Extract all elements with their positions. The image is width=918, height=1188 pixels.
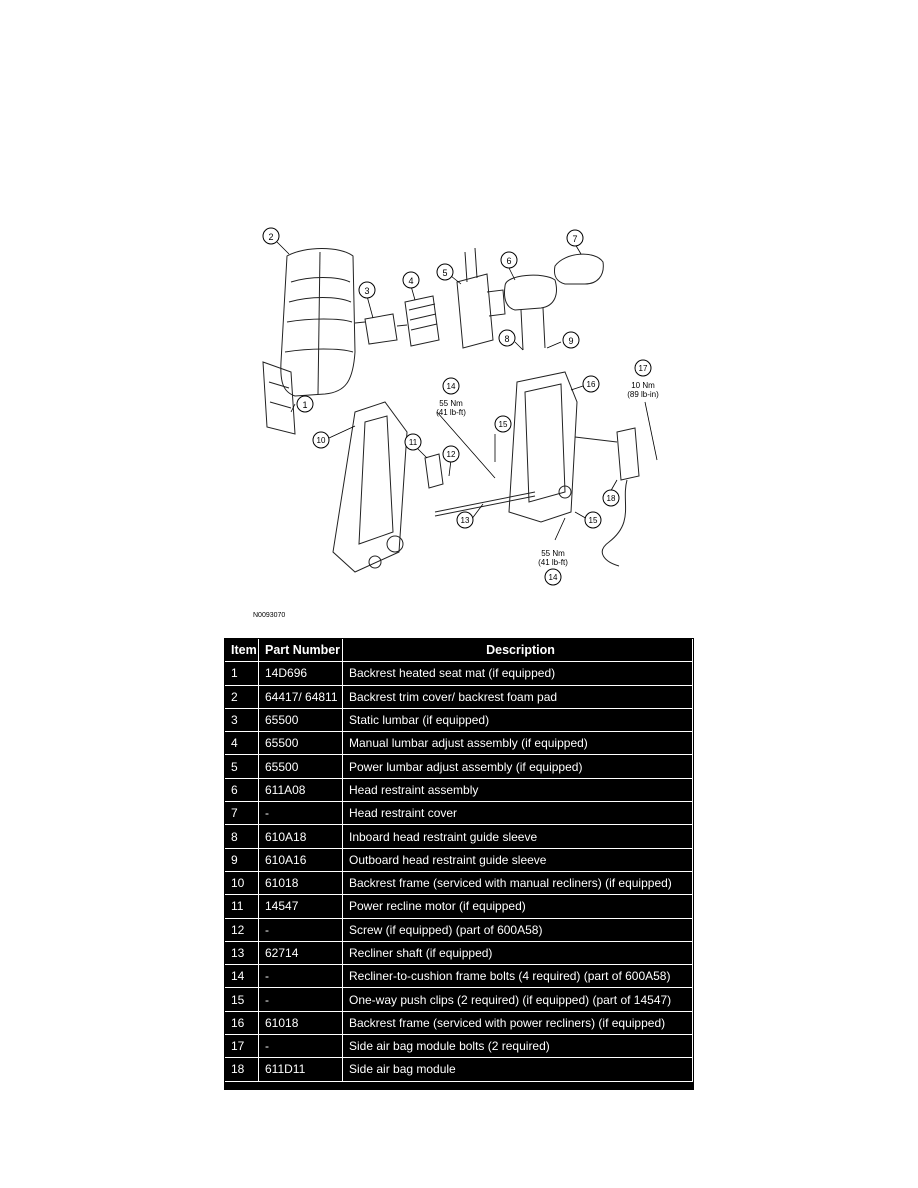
callout-4-label: 4 [408,276,414,286]
table-row [225,802,693,825]
torque-lbft-upper: (41 lb-ft) [436,408,466,417]
callout-7 [567,230,583,246]
cell-item: 13 [225,942,259,965]
cell-description: Inboard head restraint guide sleeve [343,825,693,848]
table-row [225,662,693,685]
cell-item: 15 [225,988,259,1011]
figure-code: N0093070 [253,612,286,619]
cell-part-number: 65500 [259,755,343,778]
cell-description: Head restraint assembly [343,779,693,802]
cell-part-number: 610A16 [259,849,343,872]
callout-5 [437,264,453,280]
callout-2-label: 2 [268,232,274,242]
callout-10-label: 10 [316,436,326,445]
table-row [225,825,693,848]
callout-2 [263,228,279,244]
callout-14-label-lower: 14 [548,573,558,582]
callout-17-label: 17 [638,364,648,373]
table-row [225,1012,693,1035]
torque-nm-lower: 55 Nm [541,549,565,558]
callout-7-label: 7 [572,234,578,244]
cell-description: Side air bag module [343,1058,693,1081]
recliner-shaft-part [435,492,535,516]
cell-description: Recliner shaft (if equipped) [343,942,693,965]
cell-item: 16 [225,1012,259,1035]
cell-description: Backrest frame (serviced with power recliners) (if equipped) [343,1012,693,1035]
parts-table [225,639,693,1082]
table-row [225,1035,693,1058]
table-row [225,732,693,755]
cell-part-number: 14D696 [259,662,343,685]
callout-16 [583,376,599,392]
cell-item: 14 [225,965,259,988]
cell-part-number: - [259,802,343,825]
header-item: Item [225,639,259,662]
cell-item: 5 [225,755,259,778]
callout-18-label: 18 [606,494,616,503]
cell-description: Head restraint cover [343,802,693,825]
callout-13-label: 13 [460,516,470,525]
callout-16-label: 16 [586,380,596,389]
cell-item: 7 [225,802,259,825]
callout-6 [501,252,517,268]
cell-item: 17 [225,1035,259,1058]
torque-lbin-17: (89 lb-in) [627,390,659,399]
cell-description: Manual lumbar adjust assembly (if equipped) [343,732,693,755]
callout-17 [635,360,651,376]
cell-part-number: 61018 [259,872,343,895]
cell-item: 11 [225,895,259,918]
header-part-number: Part Number [259,639,343,662]
callout-15-label-b: 15 [588,516,598,525]
cell-item: 4 [225,732,259,755]
torque-label-lower [538,549,568,585]
cell-description: Static lumbar (if equipped) [343,709,693,732]
callout-1 [297,396,313,412]
cell-item: 3 [225,709,259,732]
callout-9 [563,332,579,348]
table-row [225,872,693,895]
torque-label-item-17 [627,381,659,399]
callout-8 [499,330,515,346]
cell-description: Backrest heated seat mat (if equipped) [343,662,693,685]
table-row [225,709,693,732]
cell-item: 6 [225,779,259,802]
torque-lbft-lower: (41 lb-ft) [538,558,568,567]
exploded-view-diagram [225,222,695,602]
cell-part-number: - [259,988,343,1011]
cell-description: Screw (if equipped) (part of 600A58) [343,919,693,942]
cell-description: Power lumbar adjust assembly (if equipped) [343,755,693,778]
callout-15-label-a: 15 [498,420,508,429]
callout-3 [359,282,375,298]
table-row [225,965,693,988]
callout-8-label: 8 [504,334,510,344]
callout-5-label: 5 [442,268,448,278]
cell-part-number: - [259,1035,343,1058]
cell-description: Power recline motor (if equipped) [343,895,693,918]
callout-1-label: 1 [302,400,308,410]
table-header-row [225,639,693,662]
header-description: Description [343,639,693,662]
cell-description: Outboard head restraint guide sleeve [343,849,693,872]
callout-13 [457,512,473,528]
callout-14-label-upper: 14 [446,382,456,391]
cell-part-number: 610A18 [259,825,343,848]
table-row [225,942,693,965]
cell-part-number: 65500 [259,709,343,732]
cell-part-number: - [259,919,343,942]
parts-table-container [224,638,694,1090]
table-row [225,755,693,778]
cell-part-number: 61018 [259,1012,343,1035]
cell-part-number: - [259,965,343,988]
cell-item: 18 [225,1058,259,1081]
cell-part-number: 14547 [259,895,343,918]
callout-15b [585,512,601,528]
backrest-trim-cover-part [281,249,355,397]
cell-item: 12 [225,919,259,942]
static-lumbar-part [355,314,407,344]
power-lumbar-part [457,248,505,348]
head-restraint-cover-part [554,254,603,284]
cell-item: 9 [225,849,259,872]
heated-seat-mat-part [263,362,295,434]
cell-description: Backrest frame (serviced with manual recliners) (if equipped) [343,872,693,895]
cell-part-number: 65500 [259,732,343,755]
torque-nm-17: 10 Nm [631,381,655,390]
callout-4 [403,272,419,288]
cell-item: 8 [225,825,259,848]
callout-12-label: 12 [446,450,456,459]
manual-lumbar-part [405,296,439,346]
cell-part-number: 611D11 [259,1058,343,1081]
torque-nm-upper: 55 Nm [439,399,463,408]
table-row [225,779,693,802]
cell-item: 10 [225,872,259,895]
callout-11 [405,434,421,450]
callout-9-label: 9 [568,336,574,346]
table-row [225,686,693,709]
cell-description: Side air bag module bolts (2 required) [343,1035,693,1058]
power-recline-motor-part [425,454,443,488]
callout-12 [443,446,459,462]
cell-item: 1 [225,662,259,685]
callout-6-label: 6 [506,256,512,266]
callout-15a [495,416,511,432]
cell-part-number: 62714 [259,942,343,965]
table-row [225,1058,693,1081]
cell-description: Backrest trim cover/ backrest foam pad [343,686,693,709]
callout-10 [313,432,329,448]
cell-description: One-way push clips (2 required) (if equipped) (part of 14547) [343,988,693,1011]
cell-description: Recliner-to-cushion frame bolts (4 required) (part of 600A58) [343,965,693,988]
cell-item: 2 [225,686,259,709]
leader-lines [277,242,657,540]
torque-label-upper [436,378,466,417]
backrest-frame-manual-part [333,402,407,572]
table-row [225,849,693,872]
table-row [225,919,693,942]
cell-part-number: 611A08 [259,779,343,802]
callout-3-label: 3 [364,286,370,296]
cell-part-number: 64417/ 64811 [259,686,343,709]
table-row [225,895,693,918]
table-row [225,988,693,1011]
callout-18 [603,490,619,506]
callout-11-label: 11 [408,438,418,447]
